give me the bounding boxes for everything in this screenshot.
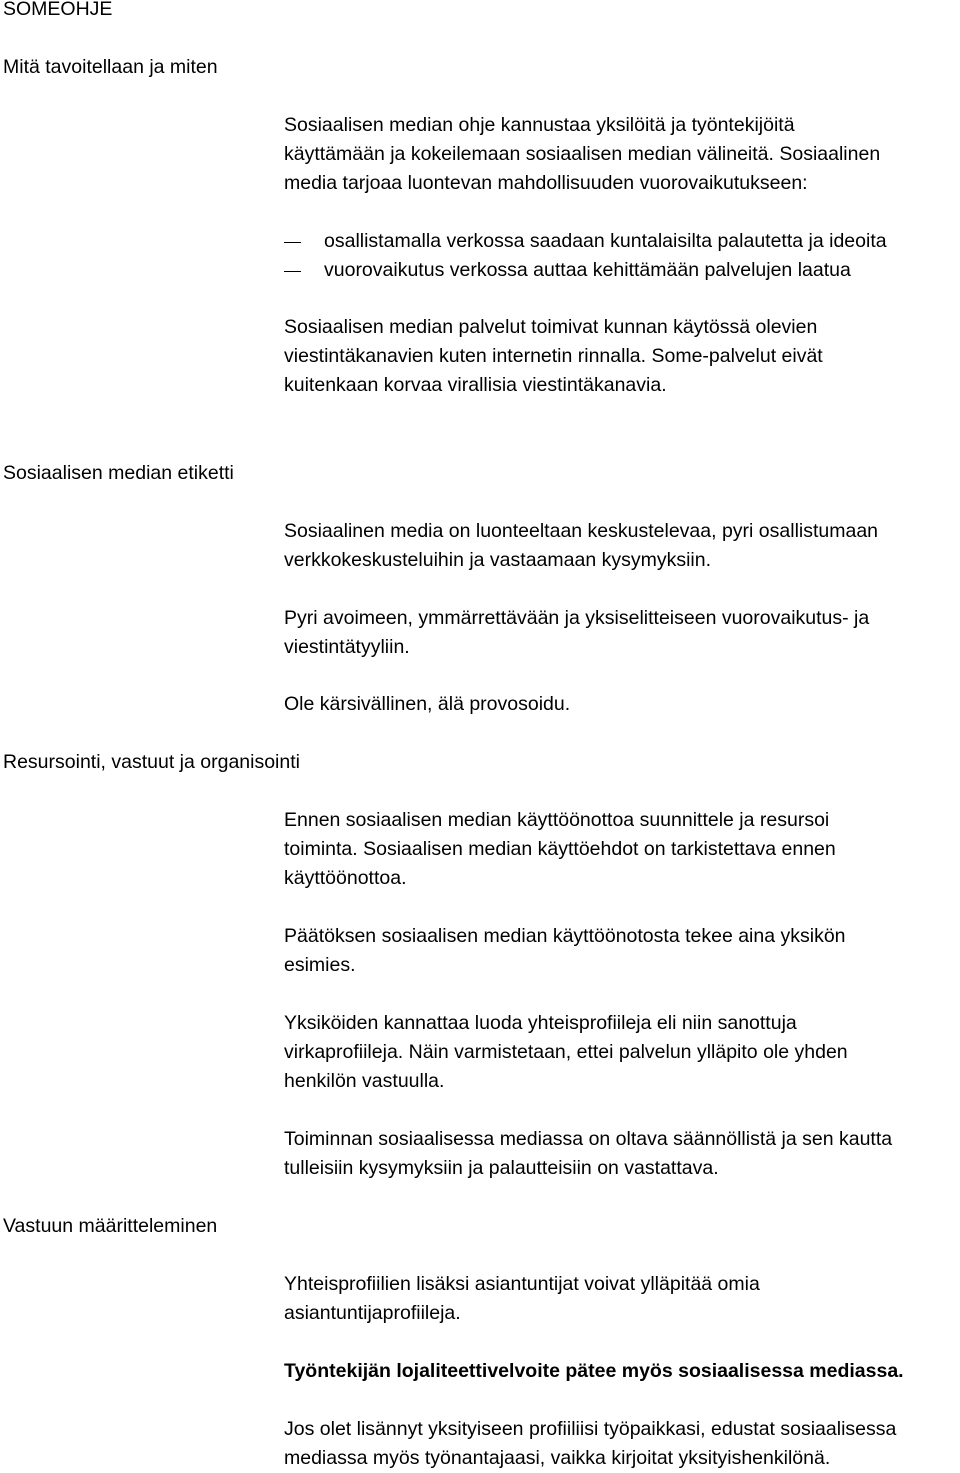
section-heading-resourcing: Resursointi, vastuut ja organisointi <box>3 751 300 773</box>
text-line: Sosiaalisen median ohje kannustaa yksilöitä ja työntekijöitä <box>284 114 795 136</box>
list-item-text: osallistamalla verkossa saadaan kuntalaisilta palautetta ja ideoita <box>324 230 887 252</box>
text-line: tulleisiin kysymyksiin ja palautteisiin on vastattava. <box>284 1157 719 1179</box>
text-line: verkkokeskusteluihin ja vastaamaan kysymyksiin. <box>284 549 712 571</box>
text-line: virkaprofiileja. Näin varmistetaan, ettei palvelun ylläpito ole yhden <box>284 1041 848 1063</box>
text-line: Yksiköiden kannattaa luoda yhteisprofiileja eli niin sanottuja <box>284 1012 797 1034</box>
text-line: asiantuntijaprofiileja. <box>284 1302 461 1324</box>
document-title: SOMEOHJE <box>3 0 113 20</box>
dash-bullet-icon <box>284 271 301 272</box>
text-line: käyttämään ja kokeilemaan sosiaalisen median välineitä. Sosiaalinen <box>284 143 881 165</box>
text-line: media tarjoaa luontevan mahdollisuuden vuorovaikutukseen: <box>284 172 808 194</box>
text-line: viestintäkanavien kuten internetin rinnalla. Some-palvelut eivät <box>284 345 823 367</box>
text-line: Sosiaalisen median palvelut toimivat kunnan käytössä olevien <box>284 316 818 338</box>
text-line: henkilön vastuulla. <box>284 1070 445 1092</box>
loyalty-statement: Työntekijän lojaliteettivelvoite pätee myös sosiaalisessa mediassa. <box>284 1360 904 1382</box>
list-item-text: vuorovaikutus verkossa auttaa kehittämään palvelujen laatua <box>324 259 851 281</box>
text-line: toiminta. Sosiaalisen median käyttöehdot on tarkistettava ennen <box>284 838 836 860</box>
text-line: Ennen sosiaalisen median käyttöönottoa suunnittele ja resursoi <box>284 809 830 831</box>
section-heading-responsibility: Vastuun määritteleminen <box>3 1215 218 1237</box>
text-line: Ole kärsivällinen, älä provosoidu. <box>284 693 571 715</box>
text-line: kuitenkaan korvaa virallisia viestintäkanavia. <box>284 374 667 396</box>
dash-bullet-icon <box>284 242 301 243</box>
text-line: käyttöönottoa. <box>284 867 407 889</box>
text-line: Toiminnan sosiaalisessa mediassa on oltava säännöllistä ja sen kautta <box>284 1128 893 1150</box>
section-heading-etiquette: Sosiaalisen median etiketti <box>3 462 234 484</box>
section-heading-goals: Mitä tavoitellaan ja miten <box>3 56 218 78</box>
text-line: Yhteisprofiilien lisäksi asiantuntijat voivat ylläpitää omia <box>284 1273 760 1295</box>
text-line: Päätöksen sosiaalisen median käyttöönotosta tekee aina yksikön <box>284 925 846 947</box>
text-line: viestintätyyliin. <box>284 636 410 658</box>
text-line: Jos olet lisännyt yksityiseen profiiliisi työpaikkasi, edustat sosiaalisessa <box>284 1418 897 1440</box>
text-line: esimies. <box>284 954 356 976</box>
text-line: mediassa myös työnantajaasi, vaikka kirjoitat yksityishenkilönä. <box>284 1447 831 1469</box>
text-line: Sosiaalinen media on luonteeltaan keskustelevaa, pyri osallistumaan <box>284 520 879 542</box>
text-line: Pyri avoimeen, ymmärrettävään ja yksiselitteiseen vuorovaikutus- ja <box>284 607 870 629</box>
